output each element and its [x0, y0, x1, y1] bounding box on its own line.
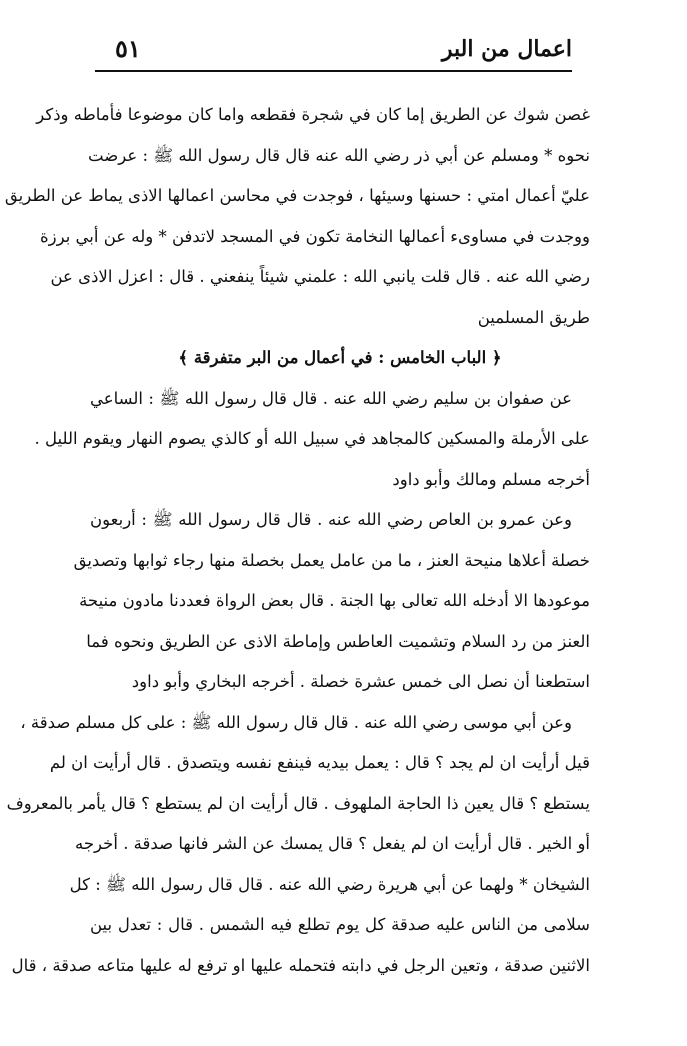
running-title: اعمال من البر: [441, 36, 572, 62]
text-line-13: موعودها الا أدخله الله تعالى بها الجنة . قال بعض الرواة فعددنا مادون منيحة: [79, 591, 590, 610]
page-header: [95, 34, 572, 74]
text-line-9: على الأرملة والمسكين كالمجاهد في سبيل الله أو كالذي يصوم النهار ويقوم الليل .: [34, 429, 590, 448]
text-line-8: عن صفوان بن سليم رضي الله عنه . قال قال رسول الله ﷺ : الساعي: [90, 388, 572, 408]
text-line-2: نحوه * ومسلم عن أبي ذر رضي الله عنه قال قال رسول الله ﷺ : عرضت: [88, 145, 590, 165]
text-line-18: يستطع ؟ قال يعين ذا الحاجة الملهوف . قال أرأيت ان لم يستطع ؟ قال يأمر بالمعروف: [6, 793, 590, 813]
text-line-12: خصلة أعلاها منيحة العنز ، ما من عامل يعمل بخصلة منها رجاء ثوابها وتصديق: [73, 550, 590, 570]
text-line-19: أو الخير . قال أرأيت ان لم يفعل ؟ قال يمسك عن الشر فانها صدقة . أخرجه: [75, 834, 590, 853]
text-line-17: قيل أرأيت ان لم يجد ؟ قال : يعمل بيديه فينفع نفسه ويتصدق . قال أرأيت ان لم: [49, 753, 590, 772]
text-line-6: طريق المسلمين: [477, 307, 590, 327]
body-text: [4, 95, 590, 986]
text-line-5: رضي الله عنه . قال قلت يانبي الله : علمني شيئاً ينفعني . قال : اعزل الاذى عن: [50, 267, 590, 286]
text-line-21: سلامى من الناس عليه صدقة كل يوم تطلع فيه الشمس . قال : تعدل بين: [90, 915, 590, 934]
text-line-4: ووجدت في مساوىء أعمالها النخامة تكون في المسجد لاتدفن * وله عن أبي برزة: [39, 226, 590, 246]
text-line-1: غصن شوك عن الطريق إما كان في شجرة فقطعه واما كان موضوعا فأماطه وذكر: [36, 105, 590, 124]
text-line-16: وعن أبي موسى رضي الله عنه . قال قال رسول الله ﷺ : على كل مسلم صدقة ،: [20, 712, 572, 732]
text-line-15: استطعنا أن نصل الى خمس عشرة خصلة . أخرجه البخاري وأبو داود: [131, 672, 590, 691]
text-line-22: الاثنين صدقة ، وتعين الرجل في دابته فتحمله عليها او ترفع له عليها متاعه صدقة ، قال: [11, 955, 590, 975]
text-line-3: عليّ أعمال امتي : حسنها وسيئها ، فوجدت في محاسن اعمالها الاذى يماط عن الطريق: [4, 186, 590, 205]
chapter-heading: ﴿ الباب الخامس : في أعمال من البر متفرقة ﴾: [178, 348, 502, 367]
header-rule: [95, 70, 572, 72]
text-line-10: أخرجه مسلم ومالك وأبو داود: [392, 469, 590, 489]
page-number: ٥١: [115, 34, 141, 63]
text-line-14: العنز من رد السلام وتشميت العاطس وإماطة الاذى عن الطريق ونحوه فما: [86, 631, 590, 651]
text-line-20: الشيخان * ولهما عن أبي هريرة رضي الله عنه . قال قال رسول الله ﷺ : كل: [69, 874, 590, 894]
text-line-11: وعن عمرو بن العاص رضي الله عنه . قال قال رسول الله ﷺ : أربعون: [90, 510, 572, 529]
